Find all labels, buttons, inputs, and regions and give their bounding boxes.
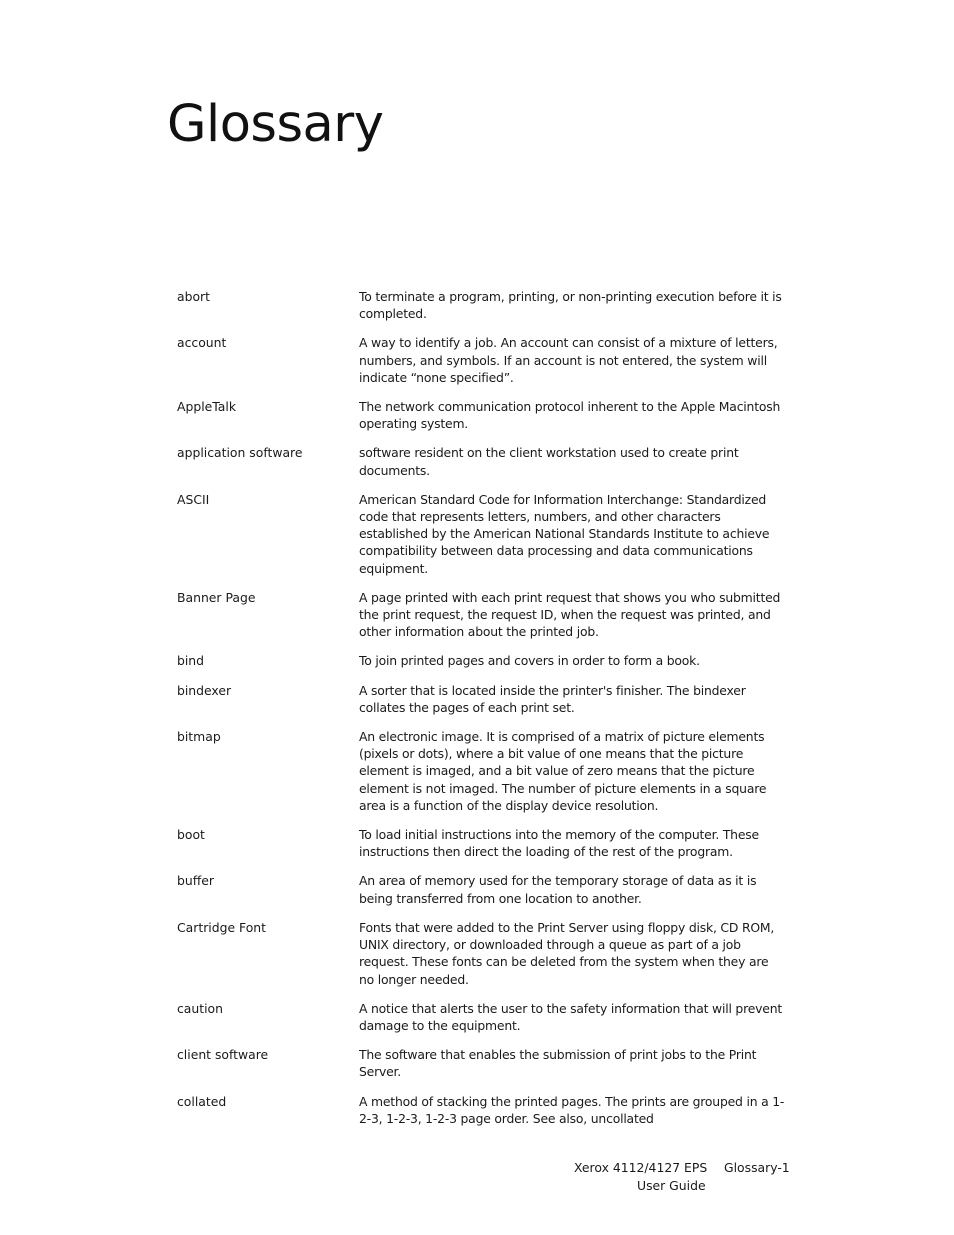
footer-page-number: Glossary-1 (724, 1160, 790, 1175)
glossary-definition: A sorter that is located inside the printer's finisher. The bindexer collates the pages of each print set. (359, 682, 746, 715)
glossary-definition: A way to identify a job. An account can consist of a mixture of letters, numbers, and symbols. If an account is not entered, the system will indicate “none specified”. (359, 335, 778, 385)
glossary-definition: A method of stacking the printed pages. The prints are grouped in a 1-2-3, 1-2-3, 1-2-3 page order. See also, uncollated (359, 1093, 785, 1126)
glossary-definition: A page printed with each print request that shows you who submitted the print request, the request ID, when the request was printed, and other information about the printed job. (359, 589, 781, 640)
glossary-definition: The software that enables the submission of print jobs to the Print Server. (359, 1047, 757, 1080)
glossary-definition: An electronic image. It is comprised of a matrix of picture elements (pixels or dots), where a bit value of one means that the picture element is imaged, and a bit value of zero means that the picture element is not imaged. The number of picture elements in a square area is a function of the display device resolution. (359, 729, 767, 813)
footer-guide-name: User Guide (637, 1178, 706, 1193)
glossary-entry (177, 491, 787, 577)
glossary-entry (177, 826, 787, 860)
glossary-term: bitmap (177, 729, 221, 745)
glossary-term: client software (177, 1047, 269, 1063)
glossary-list (177, 288, 787, 1139)
glossary-entry (177, 652, 787, 669)
glossary-term: abort (177, 289, 210, 304)
glossary-definition: To load initial instructions into the memory of the computer. These instructions then direct the loading of the rest of the program. (359, 827, 759, 860)
glossary-entry (177, 1093, 787, 1127)
glossary-definition: A notice that alerts the user to the safety information that will prevent damage to the equipment. (359, 1000, 783, 1033)
glossary-definition: The network communication protocol inherent to the Apple Macintosh operating system. (359, 399, 781, 432)
glossary-entry (177, 444, 787, 478)
glossary-term: ASCII (177, 491, 210, 507)
footer-product-name: Xerox 4112/4127 EPS (574, 1160, 708, 1175)
glossary-entry (177, 589, 787, 641)
glossary-definition: To terminate a program, printing, or non-printing execution before it is completed. (359, 289, 782, 322)
glossary-definition: To join printed pages and covers in order to form a book. (359, 653, 700, 669)
glossary-term: AppleTalk (177, 399, 236, 415)
glossary-term: Banner Page (177, 589, 256, 605)
glossary-entry (177, 288, 787, 322)
glossary-definition: An area of memory used for the temporary storage of data as it is being transferred from one location to another. (359, 873, 757, 906)
glossary-term: buffer (177, 873, 214, 889)
glossary-term: boot (177, 827, 205, 843)
glossary-entry (177, 398, 787, 432)
glossary-definition: American Standard Code for Information Interchange: Standardized code that represents letters, numbers, and other characters established by the American National Standards Institute to achieve compatibility between data processing and data communications equipment. (359, 491, 770, 576)
glossary-entry (177, 682, 787, 716)
glossary-term: caution (177, 1000, 223, 1016)
glossary-entry (177, 1046, 787, 1080)
glossary-definition: Fonts that were added to the Print Server using floppy disk, CD ROM, UNIX directory, or downloaded through a queue as part of a job request. These fonts can be deleted from the system when they are no longer needed. (359, 919, 775, 987)
glossary-definition: software resident on the client workstation used to create print documents. (359, 445, 739, 478)
glossary-term: application software (177, 445, 303, 461)
glossary-entry (177, 919, 787, 988)
glossary-term: bind (177, 653, 205, 669)
glossary-term: collated (177, 1093, 227, 1109)
glossary-term: account (177, 335, 227, 351)
glossary-entry (177, 728, 787, 814)
glossary-term: Cartridge Font (177, 919, 267, 935)
glossary-term: bindexer (177, 682, 232, 698)
page-title: Glossary (167, 95, 384, 154)
glossary-entry (177, 872, 787, 906)
glossary-entry (177, 334, 787, 386)
glossary-entry (177, 1000, 787, 1034)
